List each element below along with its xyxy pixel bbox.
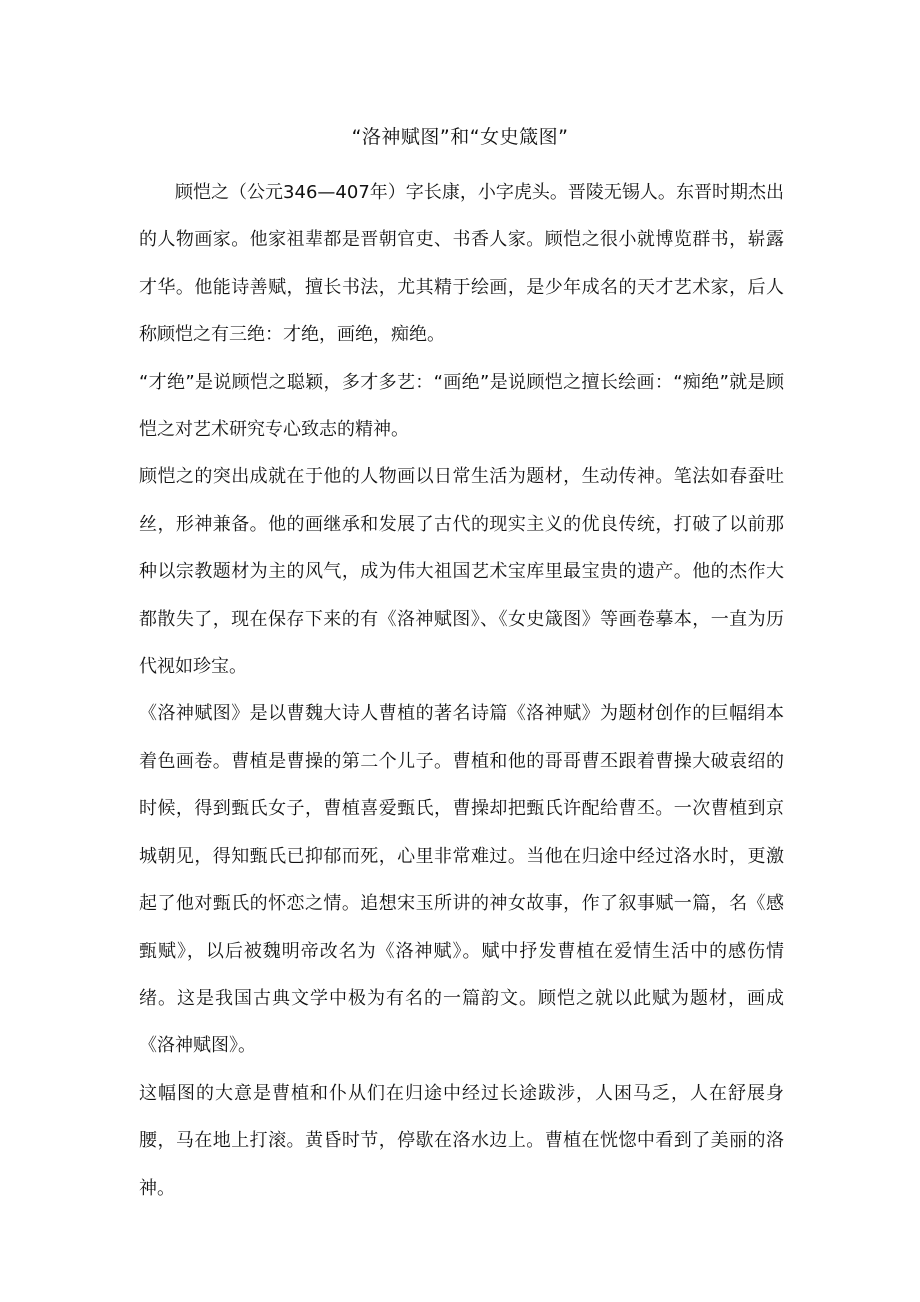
paragraph-luoshen-background: 《洛神赋图》是以曹魏大诗人曹植的著名诗篇《洛神赋》为题材创作的巨幅绢本着色画卷。曹植是曹操的第二个儿子。曹植和他的哥哥曹丕跟着曹操大破袁绍的时候，得到甄氏女子，曹植喜爱甄氏，曹操却把甄氏许配给曹丕。一次曹植到京城朝见，得知甄氏已抑郁而死，心里非常难过。当他在归途中经过洛水时，更激起了他对甄氏的怀恋之情。追想宋玉所讲的神女故事，作了叙事赋一篇，名《感甄赋》，以后被魏明帝改名为《洛神赋》。赋中抒发曹植在爱情生活中的感伤情绪。这是我国古典文学中极为有名的一篇韵文。顾恺之就以此赋为题材，画成《洛神赋图》。: [139, 703, 784, 1057]
paragraph-intro: 顾恺之（公元346—407年）字长康，小字虎头。晋陵无锡人。东晋时期杰出的人物画家。他家祖辈都是晋朝官吏、书香人家。顾恺之很小就博览群书，崭露才华。他能诗善赋，擅长书法，尤其精于绘画，是少年成名的天才艺术家，后人称顾恺之有三绝：才绝，画绝，痴绝。: [139, 182, 784, 346]
paragraph-painting-summary: 这幅图的大意是曹植和仆从们在归途中经过长途跋涉，人困马乏，人在舒展身腰，马在地上打滚。黄昏时节，停歇在洛水边上。曹植在恍惚中看到了美丽的洛神。: [139, 1082, 784, 1199]
document-body: [139, 169, 784, 1212]
document-title: “洛神赋图”和“女史箴图”: [351, 126, 569, 148]
paragraph-achievements: 顾恺之的突出成就在于他的人物画以日常生活为题材，生动传神。笔法如春蚕吐丝，形神兼备。他的画继承和发展了古代的现实主义的优良传统，打破了以前那种以宗教题材为主的风气，成为伟大祖国艺术宝库里最宝贵的遗产。他的杰作大都散失了，现在保存下来的有《洛神赋图》、《女史箴图》等画卷摹本，一直为历代视如珍宝。: [139, 466, 784, 678]
paragraph-three-excellences: “才绝”是说顾恺之聪颖，多才多艺：“画绝”是说顾恺之擅长绘画：“痴绝”就是顾恺之对艺术研究专心致志的精神。: [139, 371, 784, 441]
